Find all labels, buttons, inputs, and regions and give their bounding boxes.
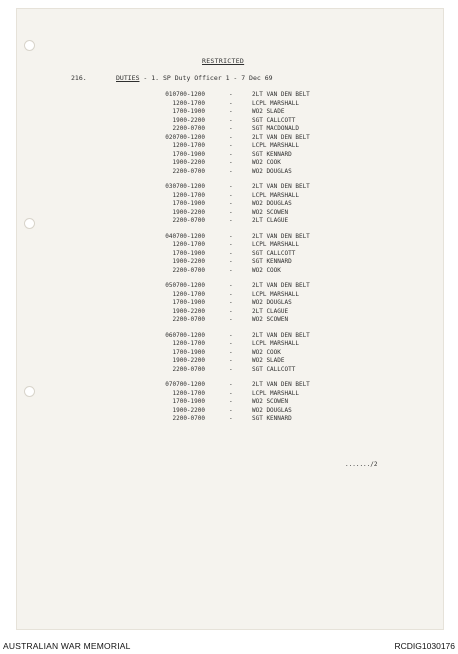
duty-dash: - [229, 208, 233, 216]
duty-group [0, 333, 458, 376]
duty-time: 1700-1900 [172, 398, 205, 405]
duty-time: 1900-2200 [172, 116, 205, 124]
duty-officer: SGT CALLCOTT [252, 365, 296, 373]
duty-group [0, 283, 458, 326]
duty-time: 2200-0700 [172, 167, 205, 175]
duty-officer: WO2 COOK [252, 266, 281, 274]
duty-dash: - [229, 258, 233, 265]
duty-officer: SGT KENNARD [252, 415, 292, 422]
duties-heading [116, 75, 273, 82]
duty-dash: - [229, 365, 233, 373]
duty-dash: - [229, 266, 233, 274]
duty-time: 1700-1900 [172, 348, 205, 356]
duty-dash: - [229, 282, 233, 289]
duty-officer: 2LT VAN DEN BELT [252, 91, 310, 98]
duty-time: 1900-2200 [172, 159, 205, 166]
duty-time: 1700-1900 [172, 200, 205, 207]
duty-time: 020700-1200 [165, 133, 205, 141]
duty-dash: - [229, 241, 233, 248]
duty-officer: WO2 SLADE [252, 108, 285, 115]
duty-officer: 2LT VAN DEN BELT [252, 232, 310, 240]
duty-dash: - [229, 99, 233, 107]
duty-dash: - [229, 142, 233, 149]
duty-time: 070700-1200 [165, 381, 205, 388]
duty-officer: 2LT VAN DEN BELT [252, 381, 310, 388]
duty-dash: - [229, 307, 233, 315]
duty-officer: 2LT VAN DEN BELT [252, 183, 310, 190]
duty-time: 050700-1200 [165, 282, 205, 289]
duty-officer: 2LT VAN DEN BELT [252, 331, 310, 339]
duty-time: 1200-1700 [172, 241, 205, 248]
duty-dash: - [229, 357, 233, 364]
duty-officer: WO2 SCOWEN [252, 316, 289, 323]
duty-dash: - [229, 249, 233, 257]
duty-dash: - [229, 167, 233, 175]
duty-time: 1900-2200 [172, 258, 205, 265]
duty-time: 060700-1200 [165, 331, 205, 339]
duty-officer: 2LT CLAGUE [252, 307, 289, 315]
duty-time: 030700-1200 [165, 183, 205, 190]
duty-officer: SGT MACDONALD [252, 125, 299, 132]
duty-officer: WO2 SCOWEN [252, 398, 289, 405]
duty-officer: LCPL MARSHALL [252, 340, 299, 347]
duty-time: 010700-1200 [165, 91, 205, 98]
duty-dash: - [229, 91, 233, 98]
duty-officer: LCPL MARSHALL [252, 389, 299, 397]
duty-time: 1200-1700 [172, 389, 205, 397]
punch-hole [24, 40, 35, 51]
duties-label: DUTIES [116, 74, 140, 82]
duty-dash: - [229, 191, 233, 199]
duty-dash: - [229, 108, 233, 115]
duty-time: 1700-1900 [172, 249, 205, 257]
duty-dash: - [229, 389, 233, 397]
duty-dash: - [229, 340, 233, 347]
duty-row [0, 268, 458, 277]
duty-dash: - [229, 183, 233, 190]
duty-dash: - [229, 381, 233, 388]
duty-time: 1900-2200 [172, 208, 205, 216]
duty-dash: - [229, 415, 233, 422]
duty-officer: WO2 DOUGLAS [252, 406, 292, 414]
duty-time: 1700-1900 [172, 299, 205, 306]
duty-time: 1200-1700 [172, 191, 205, 199]
duty-officer: 2LT CLAGUE [252, 217, 289, 224]
duty-row [0, 169, 458, 178]
duty-dash: - [229, 116, 233, 124]
footer-record-id: RCDIG1030176 [394, 641, 455, 651]
duty-dash: - [229, 331, 233, 339]
duty-group [0, 382, 458, 425]
duty-time: 1900-2200 [172, 307, 205, 315]
duty-officer: LCPL MARSHALL [252, 191, 299, 199]
duty-time: 2200-0700 [172, 365, 205, 373]
duty-time: 040700-1200 [165, 232, 205, 240]
duty-officer: SGT KENNARD [252, 258, 292, 265]
duty-dash: - [229, 133, 233, 141]
duty-time: 2200-0700 [172, 316, 205, 323]
duty-dash: - [229, 299, 233, 306]
duty-roster [0, 92, 458, 432]
duty-row [0, 367, 458, 376]
duty-time: 1900-2200 [172, 406, 205, 414]
classification-marking: RESTRICTED [202, 57, 245, 65]
duty-officer: WO2 DOUGLAS [252, 299, 292, 306]
duty-group [0, 92, 458, 177]
paragraph-number: 216. [71, 74, 87, 82]
duty-time: 1200-1700 [172, 290, 205, 298]
duty-group [0, 184, 458, 227]
duty-dash: - [229, 406, 233, 414]
duty-dash: - [229, 316, 233, 323]
duty-officer: 2LT VAN DEN BELT [252, 282, 310, 289]
duty-officer: WO2 DOUGLAS [252, 167, 292, 175]
duty-dash: - [229, 348, 233, 356]
duty-dash: - [229, 159, 233, 166]
duties-title: - 1. SP Duty Officer 1 - 7 Dec 69 [139, 74, 273, 82]
duty-time: 1200-1700 [172, 340, 205, 347]
duty-dash: - [229, 232, 233, 240]
duty-officer: LCPL MARSHALL [252, 290, 299, 298]
duty-officer: SGT KENNARD [252, 150, 292, 158]
continuation-marker: ......./2 [345, 461, 378, 468]
duty-time: 1900-2200 [172, 357, 205, 364]
duty-officer: 2LT VAN DEN BELT [252, 133, 310, 141]
duty-officer: LCPL MARSHALL [252, 241, 299, 248]
duty-officer: SGT CALLCOTT [252, 249, 296, 257]
duty-dash: - [229, 200, 233, 207]
duty-dash: - [229, 290, 233, 298]
duty-dash: - [229, 125, 233, 132]
duty-time: 1200-1700 [172, 142, 205, 149]
duty-officer: LCPL MARSHALL [252, 99, 299, 107]
duty-dash: - [229, 217, 233, 224]
duty-group [0, 234, 458, 277]
duty-time: 2200-0700 [172, 415, 205, 422]
duty-officer: WO2 SLADE [252, 357, 285, 364]
duty-dash: - [229, 150, 233, 158]
duty-time: 1700-1900 [172, 108, 205, 115]
duty-officer: LCPL MARSHALL [252, 142, 299, 149]
footer-archive-name: AUSTRALIAN WAR MEMORIAL [3, 641, 131, 651]
duty-row [0, 416, 458, 425]
duty-time: 2200-0700 [172, 125, 205, 132]
duty-row [0, 218, 458, 227]
duty-dash: - [229, 398, 233, 405]
duty-row [0, 317, 458, 326]
duty-officer: WO2 COOK [252, 348, 281, 356]
duty-time: 2200-0700 [172, 217, 205, 224]
duty-time: 1200-1700 [172, 99, 205, 107]
duty-officer: SGT CALLCOTT [252, 116, 296, 124]
duty-officer: WO2 DOUGLAS [252, 200, 292, 207]
duty-officer: WO2 SCOWEN [252, 208, 289, 216]
duty-officer: WO2 COOK [252, 159, 281, 166]
duty-time: 1700-1900 [172, 150, 205, 158]
duty-time: 2200-0700 [172, 266, 205, 274]
